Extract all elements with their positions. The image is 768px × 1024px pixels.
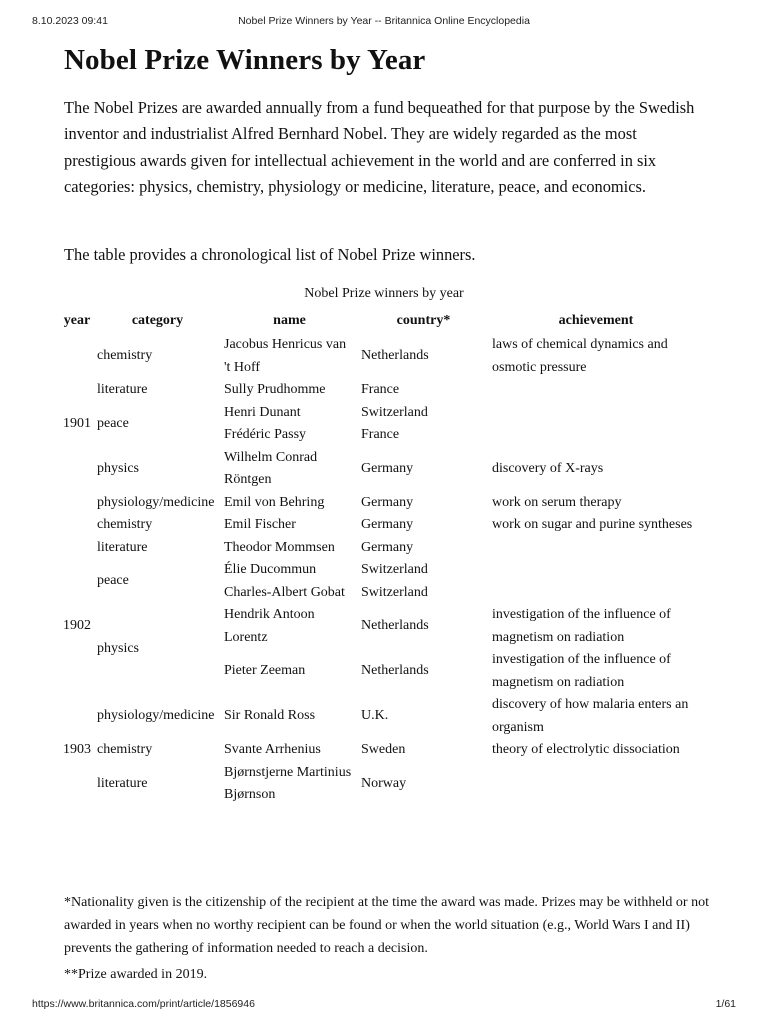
achievement-cell: investigation of the influence of magnetism on radiation <box>492 652 671 690</box>
name-cell: Sir Ronald Ross <box>224 708 316 724</box>
name-cell: Pieter Zeeman <box>224 663 306 679</box>
table-header-row <box>60 308 703 334</box>
name-cell: Charles-Albert Gobat <box>224 584 345 600</box>
country-cell: Norway <box>361 775 407 791</box>
country-cell: Germany <box>361 494 414 510</box>
category-cell: physiology/medicine <box>97 494 215 510</box>
category-cell: physics <box>97 460 139 476</box>
table-row <box>60 604 703 649</box>
country-cell: Netherlands <box>361 663 429 679</box>
table-row <box>60 447 703 492</box>
name-cell: Wilhelm Conrad Röntgen <box>224 449 318 487</box>
header-country: country* <box>396 312 451 328</box>
header-year: year <box>63 312 91 328</box>
achievement-cell: theory of electrolytic dissociation <box>492 742 680 757</box>
table-row <box>60 379 703 402</box>
year-cell: 1902 <box>63 618 91 634</box>
name-cell: Emil von Behring <box>224 494 325 510</box>
category-cell: chemistry <box>97 348 153 364</box>
table-row <box>60 514 703 537</box>
name-cell: Hendrik Antoon Lorentz <box>224 607 315 645</box>
achievement-cell <box>489 537 703 560</box>
country-cell: Netherlands <box>361 348 429 364</box>
category-cell: peace <box>97 573 129 589</box>
achievement-cell <box>489 559 703 582</box>
header-category: category <box>131 312 184 328</box>
print-url: https://www.britannica.com/print/article/1856946 <box>32 998 255 1010</box>
category-cell: literature <box>97 775 148 791</box>
winners-table <box>60 308 703 807</box>
country-cell: Sweden <box>361 742 406 757</box>
achievement-cell: investigation of the influence of magnetism on radiation <box>492 607 671 645</box>
category-cell: literature <box>97 539 148 555</box>
country-cell: Switzerland <box>361 404 428 420</box>
category-cell: chemistry <box>97 742 153 757</box>
achievement-cell: discovery of X-rays <box>492 460 604 476</box>
name-cell: Élie Ducommun <box>224 562 317 577</box>
category-cell: peace <box>97 415 129 431</box>
achievement-cell: laws of chemical dynamics and osmotic pressure <box>492 337 668 375</box>
header-name: name <box>273 312 306 328</box>
table-row <box>60 492 703 515</box>
achievement-cell: work on sugar and purine syntheses <box>492 517 693 532</box>
table-row <box>60 402 703 425</box>
name-cell: Emil Fischer <box>224 517 296 532</box>
page-title: Nobel Prize Winners by Year <box>64 44 426 76</box>
category-cell: physiology/medicine <box>97 708 215 724</box>
achievement-cell <box>489 582 703 605</box>
country-cell: Germany <box>361 460 414 476</box>
table-row <box>60 334 703 379</box>
name-cell: Svante Arrhenius <box>224 742 321 757</box>
country-cell: Germany <box>361 517 414 532</box>
name-cell: Frédéric Passy <box>224 427 307 442</box>
country-cell: France <box>361 427 400 442</box>
category-cell: physics <box>97 640 139 656</box>
achievement-cell: discovery of how malaria enters an organism <box>492 697 689 735</box>
year-cell: 1903 <box>63 742 91 757</box>
achievement-cell <box>489 402 703 425</box>
nationality-footnote: *Nationality given is the citizenship of the recipient at the time the award was made. Prizes may be withheld or not awarded in years when no worthy recipient can be found or when the world situation (e.g., World Wars I and II) prevents the gathering of information needed to reach a decision. <box>64 895 709 956</box>
table-caption: Nobel Prize winners by year <box>304 286 464 301</box>
table-row <box>60 537 703 560</box>
table-row <box>60 739 703 762</box>
name-cell: Jacobus Henricus van 't Hoff <box>224 337 347 375</box>
print-footer <box>32 998 736 1012</box>
achievement-cell <box>489 424 703 447</box>
year-cell: 1901 <box>63 415 91 431</box>
name-cell: Henri Dunant <box>224 404 301 420</box>
table-lead-text: The table provides a chronological list of Nobel Prize winners. <box>64 245 476 264</box>
name-cell: Theodor Mommsen <box>224 539 335 555</box>
achievement-cell <box>489 379 703 402</box>
print-date: 8.10.2023 09:41 <box>32 15 108 27</box>
header-achievement: achievement <box>558 312 634 328</box>
achievement-cell: work on serum therapy <box>492 494 622 510</box>
country-cell: Netherlands <box>361 618 429 634</box>
country-cell: Switzerland <box>361 562 428 577</box>
table-row <box>60 694 703 739</box>
page-number: 1/61 <box>715 998 736 1010</box>
achievement-cell <box>489 762 703 807</box>
intro-paragraph: The Nobel Prizes are awarded annually from a fund bequeathed for that purpose by the Swedish inventor and industrialist Alfred Bernhard Nobel. They are widely regarded as the most prestigious awards given for intellectual achievement in the world and are conferred in six categories: physics, chemistry, physiology or medicine, literature, peace, and economics. <box>64 98 695 197</box>
category-cell: literature <box>97 382 148 397</box>
name-cell: Sully Prudhomme <box>224 382 326 397</box>
country-cell: U.K. <box>361 708 389 724</box>
name-cell: Bjørnstjerne Martinius Bjørnson <box>224 764 352 802</box>
table-row <box>60 762 703 807</box>
award-footnote: **Prize awarded in 2019. <box>64 967 208 982</box>
country-cell: France <box>361 382 400 397</box>
country-cell: Germany <box>361 539 414 555</box>
category-cell: chemistry <box>97 517 153 532</box>
print-header <box>32 15 736 29</box>
table-row <box>60 559 703 582</box>
country-cell: Switzerland <box>361 584 428 600</box>
print-page-title: Nobel Prize Winners by Year -- Britannica Online Encyclopedia <box>238 15 530 27</box>
